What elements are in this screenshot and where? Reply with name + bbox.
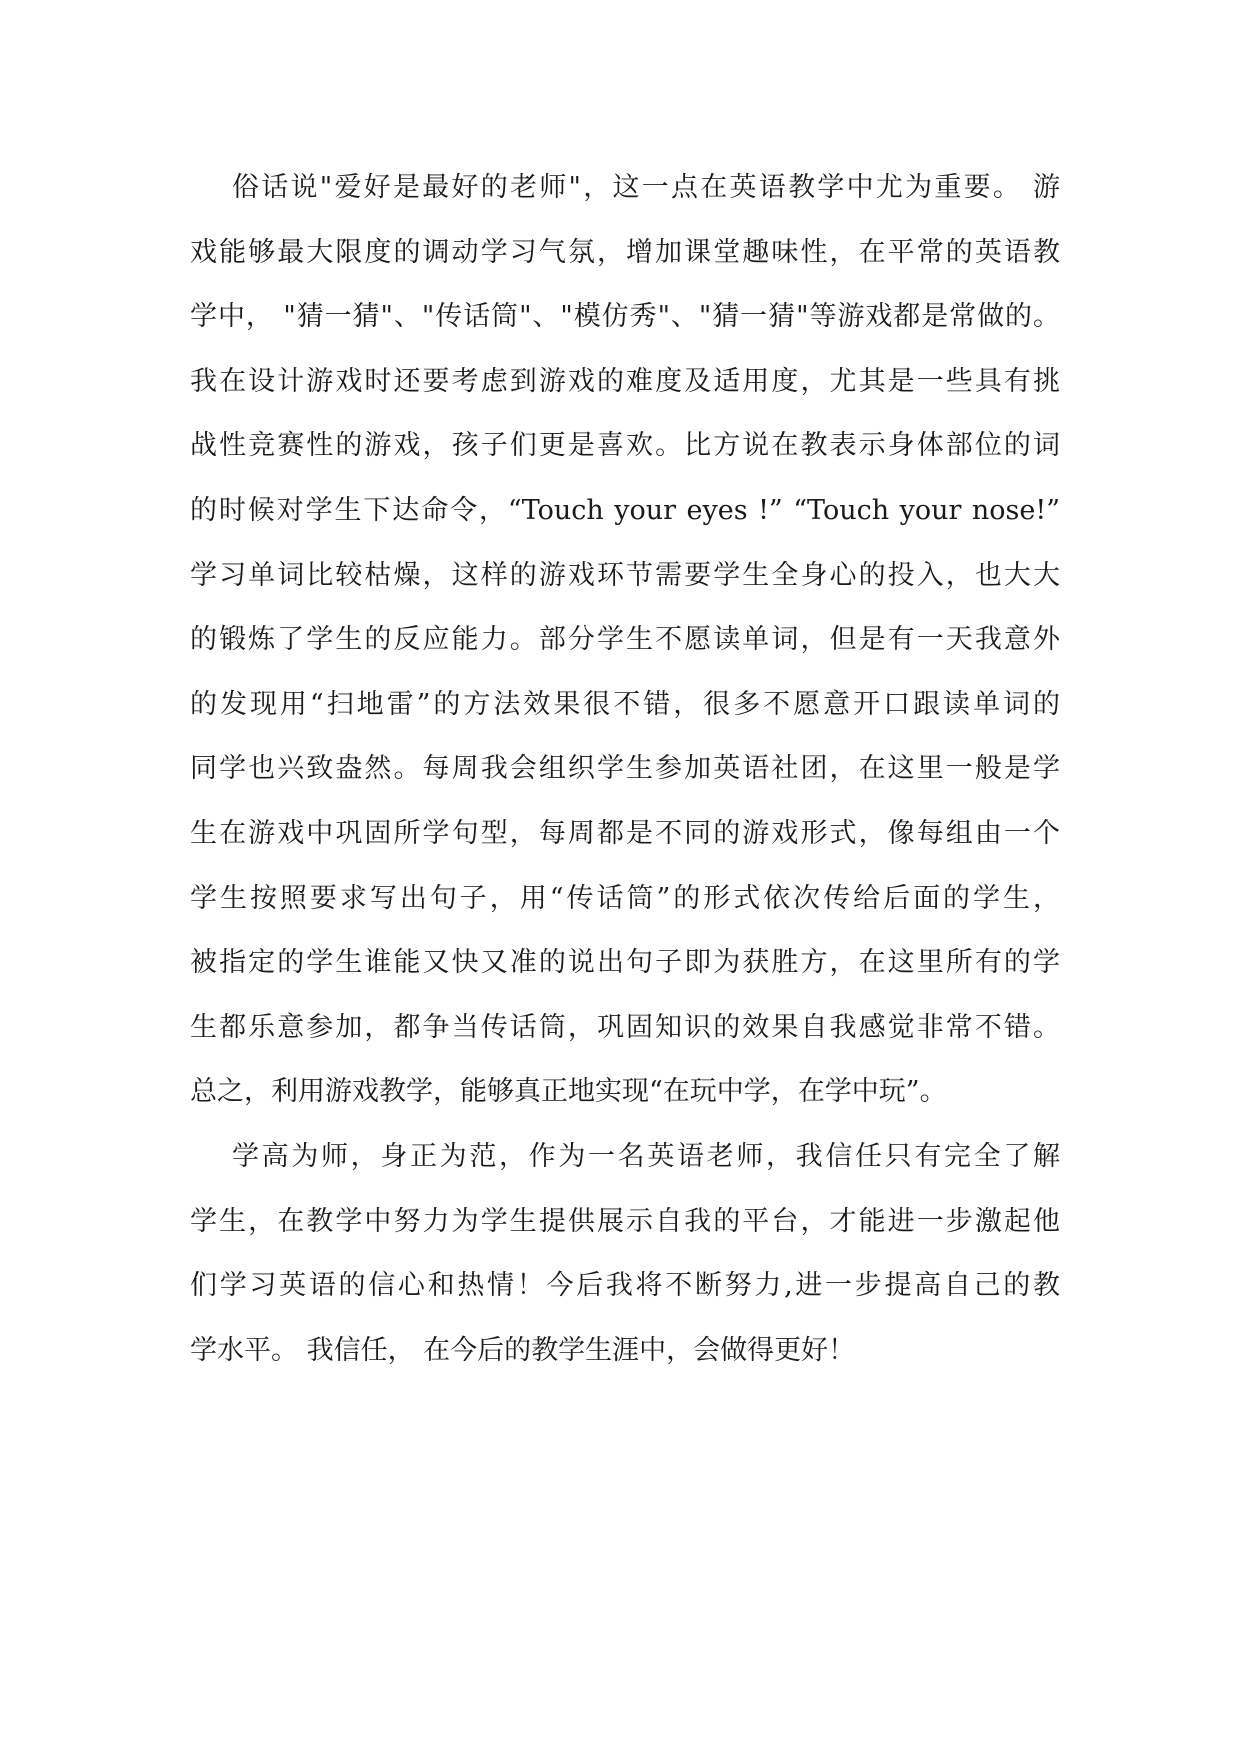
paragraph-line: 战性竞赛性的游戏，孩子们更是喜欢。比方说在教表示身体部位的词 (190, 430, 1060, 462)
paragraph-line: 学水平。 我信任， 在今后的教学生涯中，会做得更好！ (190, 1334, 856, 1366)
document-body (190, 156, 1060, 1383)
paragraph-line: 同学也兴致盎然。每周我会组织学生参加英语社团，在这里一般是学 (190, 753, 1060, 785)
paragraph-games (190, 156, 1060, 1125)
paragraph-line: 们学习英语的信心和热情！今后我将不断努力,进一步提高自己的教 (190, 1270, 1060, 1302)
paragraph-line: 俗话说"爱好是最好的老师"，这一点在英语教学中尤为重要。 游 (232, 172, 1060, 203)
paragraph-line: 总之，利用游戏教学，能够真正地实现“在玩中学，在学中玩”。 (190, 1076, 947, 1108)
paragraph-line: 学生按照要求写出句子，用“传话筒”的形式依次传给后面的学生， (190, 882, 1060, 914)
paragraph-line: 我在设计游戏时还要考虑到游戏的难度及适用度，尤其是一些具有挑 (190, 365, 1060, 397)
paragraph-line: 被指定的学生谁能又快又准的说出句子即为获胜方，在这里所有的学 (190, 947, 1060, 979)
paragraph-line: 的时候对学生下达命令，“Touch your eyes !” “Touch your nose!” (190, 494, 1060, 526)
paragraph-line: 学中， "猜一猜"、"传话筒"、"模仿秀"、"猜一猜"等游戏都是常做的。 (190, 301, 1060, 333)
paragraph-conclusion (190, 1125, 1060, 1383)
paragraph-line: 的发现用“扫地雷”的方法效果很不错，很多不愿意开口跟读单词的 (190, 688, 1060, 720)
paragraph-line: 生都乐意参加，都争当传话筒，巩固知识的效果自我感觉非常不错。 (190, 1011, 1060, 1043)
paragraph-line: 学习单词比较枯燥，这样的游戏环节需要学生全身心的投入，也大大 (190, 559, 1060, 591)
paragraph-line: 戏能够最大限度的调动学习气氛，增加课堂趣味性，在平常的英语教 (190, 236, 1060, 268)
paragraph-line: 学高为师，身正为范，作为一名英语老师，我信任只有完全了解 (232, 1140, 1060, 1172)
paragraph-line: 生在游戏中巩固所学句型，每周都是不同的游戏形式，像每组由一个 (190, 817, 1060, 849)
paragraph-line: 的锻炼了学生的反应能力。部分学生不愿读单词，但是有一天我意外 (190, 624, 1060, 656)
paragraph-line: 学生，在教学中努力为学生提供展示自我的平台，才能进一步激起他 (190, 1205, 1060, 1237)
